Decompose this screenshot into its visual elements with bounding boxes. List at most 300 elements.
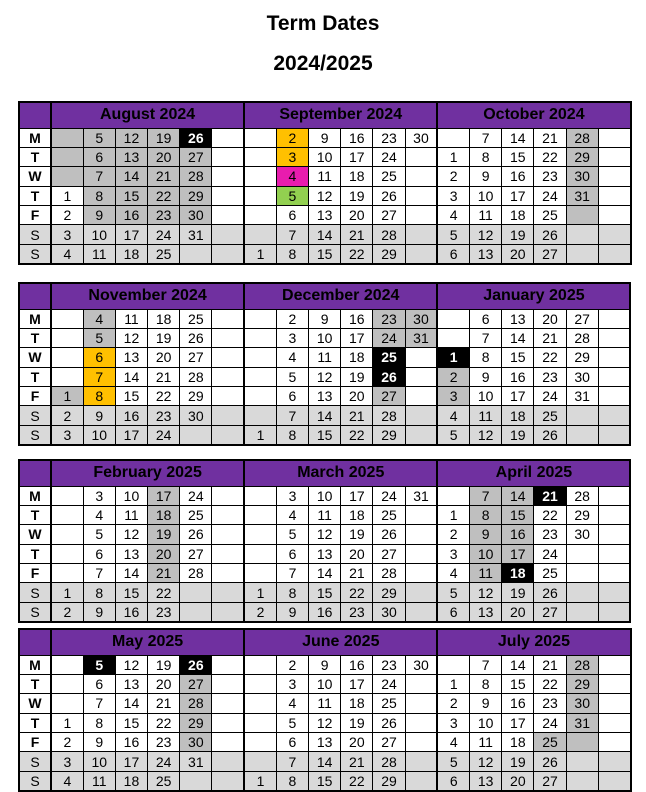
date-cell: 19: [148, 128, 180, 147]
date-cell: 31: [405, 328, 437, 347]
date-cell: 2: [437, 367, 469, 386]
weekday-row: [19, 348, 630, 367]
date-cell: 4: [276, 167, 308, 186]
date-cell: [405, 425, 437, 444]
date-cell: 21: [341, 564, 373, 583]
date-cell: 12: [470, 425, 502, 444]
date-cell: 7: [83, 367, 115, 386]
date-cell: 17: [502, 186, 534, 205]
weekday-label: S: [19, 406, 51, 425]
date-cell: [51, 348, 83, 367]
date-cell: 30: [180, 406, 212, 425]
date-cell: 6: [83, 147, 115, 166]
month-header: February 2025: [51, 460, 244, 486]
date-cell: 3: [437, 387, 469, 406]
date-cell: 12: [309, 525, 341, 544]
date-cell: 6: [276, 544, 308, 563]
date-cell: 24: [373, 328, 405, 347]
weekday-label: W: [19, 694, 51, 713]
date-cell: [405, 752, 437, 771]
date-cell: [405, 544, 437, 563]
date-cell: 18: [341, 167, 373, 186]
date-cell: 19: [148, 525, 180, 544]
date-cell: 12: [309, 367, 341, 386]
weekday-label: S: [19, 425, 51, 444]
weekday-row: [19, 525, 630, 544]
date-cell: 11: [470, 564, 502, 583]
date-cell: 25: [373, 505, 405, 524]
weekday-label: T: [19, 505, 51, 524]
date-cell: 10: [470, 186, 502, 205]
date-cell: 22: [341, 425, 373, 444]
date-cell: 3: [51, 425, 83, 444]
date-cell: [244, 328, 276, 347]
header-corner: [19, 102, 51, 128]
date-cell: 5: [276, 713, 308, 732]
date-cell: 5: [437, 225, 469, 244]
quarter-table: [18, 101, 632, 265]
date-cell: [212, 505, 244, 524]
date-cell: 21: [341, 752, 373, 771]
date-cell: 22: [534, 348, 566, 367]
date-cell: [51, 309, 83, 328]
date-cell: 7: [83, 564, 115, 583]
date-cell: 7: [276, 564, 308, 583]
date-cell: 10: [309, 147, 341, 166]
date-cell: 4: [276, 694, 308, 713]
date-cell: 28: [373, 225, 405, 244]
date-cell: [244, 348, 276, 367]
date-cell: [244, 206, 276, 225]
date-cell: [212, 733, 244, 752]
date-cell: [51, 694, 83, 713]
date-cell: [212, 225, 244, 244]
date-cell: 24: [534, 544, 566, 563]
date-cell: [212, 244, 244, 263]
date-cell: 24: [373, 486, 405, 505]
date-cell: [598, 147, 630, 166]
weekday-row: [19, 486, 630, 505]
date-cell: 27: [373, 387, 405, 406]
weekday-label: M: [19, 486, 51, 505]
date-cell: [598, 583, 630, 602]
weekday-row: [19, 425, 630, 444]
date-cell: 26: [180, 525, 212, 544]
weekday-row: [19, 225, 631, 244]
date-cell: 13: [309, 544, 341, 563]
date-cell: 12: [115, 128, 147, 147]
date-cell: [244, 674, 276, 693]
weekday-row: [19, 655, 631, 674]
date-cell: 9: [276, 602, 308, 621]
date-cell: [598, 186, 630, 205]
date-cell: [244, 309, 276, 328]
date-cell: [405, 564, 437, 583]
date-cell: [437, 128, 469, 147]
date-cell: 11: [115, 505, 147, 524]
weekday-label: T: [19, 713, 51, 732]
weekday-label: S: [19, 771, 51, 790]
date-cell: 11: [470, 733, 502, 752]
date-cell: 11: [470, 406, 502, 425]
date-cell: 8: [276, 244, 308, 263]
quarter-table: [18, 628, 632, 792]
date-cell: 11: [83, 244, 115, 263]
date-cell: 23: [148, 206, 180, 225]
date-cell: [212, 602, 244, 621]
date-cell: 12: [309, 186, 341, 205]
date-cell: 19: [341, 713, 373, 732]
date-cell: 21: [534, 655, 566, 674]
date-cell: 23: [373, 655, 405, 674]
date-cell: 5: [437, 752, 469, 771]
weekday-row: [19, 406, 630, 425]
date-cell: 27: [180, 544, 212, 563]
date-cell: 19: [148, 328, 180, 347]
date-cell: [598, 752, 630, 771]
date-cell: 9: [470, 167, 502, 186]
date-cell: 30: [180, 733, 212, 752]
date-cell: 26: [534, 752, 566, 771]
date-cell: 23: [148, 602, 180, 621]
date-cell: 25: [373, 348, 405, 367]
date-cell: [244, 525, 276, 544]
date-cell: 20: [148, 147, 180, 166]
date-cell: 23: [373, 128, 405, 147]
date-cell: [180, 771, 212, 790]
date-cell: 20: [341, 206, 373, 225]
quarter-table: [18, 282, 631, 446]
date-cell: 6: [83, 544, 115, 563]
date-cell: 3: [437, 713, 469, 732]
date-cell: [244, 655, 276, 674]
date-cell: 30: [566, 367, 598, 386]
date-cell: 30: [566, 525, 598, 544]
date-cell: [244, 367, 276, 386]
date-cell: 14: [309, 564, 341, 583]
date-cell: 25: [534, 206, 566, 225]
date-cell: [598, 655, 630, 674]
date-cell: 11: [470, 206, 502, 225]
date-cell: [51, 128, 83, 147]
date-cell: 28: [373, 564, 405, 583]
date-cell: 16: [502, 367, 534, 386]
weekday-row: [19, 387, 630, 406]
month-header: April 2025: [437, 460, 630, 486]
date-cell: 21: [534, 128, 566, 147]
date-cell: 19: [502, 583, 534, 602]
date-cell: 28: [566, 655, 598, 674]
weekday-label: F: [19, 733, 51, 752]
date-cell: 13: [309, 387, 341, 406]
weekday-row: [19, 674, 631, 693]
date-cell: 26: [534, 583, 566, 602]
date-cell: 9: [470, 694, 502, 713]
month-header: March 2025: [244, 460, 437, 486]
weekday-row: [19, 505, 630, 524]
date-cell: [598, 225, 630, 244]
date-cell: 17: [341, 674, 373, 693]
date-cell: 20: [148, 674, 180, 693]
date-cell: [212, 387, 244, 406]
date-cell: [405, 505, 437, 524]
month-header: October 2024: [437, 102, 630, 128]
date-cell: 23: [148, 406, 180, 425]
date-cell: [437, 328, 469, 347]
date-cell: 17: [502, 544, 534, 563]
date-cell: 14: [502, 328, 534, 347]
date-cell: [405, 694, 437, 713]
date-cell: 12: [309, 713, 341, 732]
date-cell: 7: [276, 225, 308, 244]
date-cell: [244, 225, 276, 244]
date-cell: 1: [51, 583, 83, 602]
date-cell: [244, 406, 276, 425]
date-cell: 20: [341, 387, 373, 406]
date-cell: [405, 147, 437, 166]
weekday-row: [19, 244, 631, 263]
date-cell: [405, 206, 437, 225]
date-cell: 11: [115, 309, 147, 328]
weekday-label: T: [19, 147, 51, 166]
date-cell: 27: [373, 733, 405, 752]
date-cell: 10: [83, 225, 115, 244]
weekday-row: [19, 167, 631, 186]
date-cell: 15: [115, 583, 147, 602]
date-cell: 21: [534, 486, 566, 505]
month-header: November 2024: [51, 283, 244, 309]
date-cell: [598, 486, 630, 505]
month-header: May 2025: [51, 629, 244, 655]
date-cell: 22: [534, 147, 566, 166]
date-cell: 2: [51, 406, 83, 425]
date-cell: 29: [566, 505, 598, 524]
date-cell: 25: [534, 733, 566, 752]
date-cell: 24: [148, 425, 180, 444]
date-cell: 23: [373, 309, 405, 328]
date-cell: 11: [309, 167, 341, 186]
date-cell: 31: [566, 713, 598, 732]
date-cell: [598, 713, 630, 732]
date-cell: 6: [437, 771, 469, 790]
date-cell: 13: [470, 244, 502, 263]
date-cell: 31: [566, 186, 598, 205]
date-cell: [405, 713, 437, 732]
weekday-label: S: [19, 225, 51, 244]
date-cell: 17: [502, 387, 534, 406]
date-cell: 8: [83, 186, 115, 205]
date-cell: [598, 733, 630, 752]
date-cell: [405, 733, 437, 752]
date-cell: [405, 602, 437, 621]
date-cell: 27: [180, 348, 212, 367]
weekday-label: M: [19, 309, 51, 328]
date-cell: [244, 713, 276, 732]
date-cell: 26: [180, 328, 212, 347]
date-cell: 1: [437, 147, 469, 166]
date-cell: 20: [502, 602, 534, 621]
date-cell: 7: [470, 655, 502, 674]
date-cell: 25: [148, 244, 180, 263]
date-cell: 26: [373, 713, 405, 732]
date-cell: 1: [244, 771, 276, 790]
date-cell: 9: [309, 128, 341, 147]
date-cell: 15: [502, 348, 534, 367]
date-cell: 11: [309, 348, 341, 367]
date-cell: [405, 406, 437, 425]
weekday-label: F: [19, 206, 51, 225]
date-cell: 25: [534, 406, 566, 425]
date-cell: 28: [373, 406, 405, 425]
date-cell: [244, 505, 276, 524]
date-cell: 10: [470, 387, 502, 406]
date-cell: 15: [115, 387, 147, 406]
weekday-row: [19, 602, 630, 621]
date-cell: [51, 544, 83, 563]
date-cell: 14: [309, 225, 341, 244]
date-cell: 12: [470, 752, 502, 771]
date-cell: 18: [341, 694, 373, 713]
date-cell: 18: [148, 309, 180, 328]
date-cell: [180, 602, 212, 621]
date-cell: 3: [83, 486, 115, 505]
date-cell: 13: [502, 309, 534, 328]
date-cell: [212, 309, 244, 328]
date-cell: 10: [309, 328, 341, 347]
date-cell: 30: [566, 167, 598, 186]
date-cell: 9: [83, 406, 115, 425]
date-cell: 7: [83, 694, 115, 713]
date-cell: 5: [83, 525, 115, 544]
date-cell: [212, 186, 244, 205]
date-cell: 13: [309, 206, 341, 225]
date-cell: 28: [180, 564, 212, 583]
weekday-label: M: [19, 655, 51, 674]
date-cell: [598, 244, 630, 263]
date-cell: [51, 147, 83, 166]
date-cell: 29: [373, 425, 405, 444]
date-cell: [244, 147, 276, 166]
date-cell: 5: [437, 583, 469, 602]
date-cell: [212, 328, 244, 347]
date-cell: 5: [276, 186, 308, 205]
date-cell: 17: [115, 425, 147, 444]
date-cell: 23: [534, 525, 566, 544]
date-cell: 16: [502, 525, 534, 544]
date-cell: [598, 348, 630, 367]
date-cell: 18: [341, 505, 373, 524]
date-cell: 8: [276, 425, 308, 444]
weekday-row: [19, 713, 631, 732]
date-cell: 19: [148, 655, 180, 674]
date-cell: [405, 674, 437, 693]
date-cell: [598, 602, 630, 621]
weekday-label: T: [19, 186, 51, 205]
date-cell: [437, 486, 469, 505]
date-cell: 10: [115, 486, 147, 505]
date-cell: 4: [276, 348, 308, 367]
date-cell: 4: [437, 406, 469, 425]
date-cell: 16: [341, 128, 373, 147]
date-cell: [405, 525, 437, 544]
date-cell: 24: [180, 486, 212, 505]
date-cell: 2: [276, 655, 308, 674]
date-cell: 11: [83, 771, 115, 790]
date-cell: 28: [180, 167, 212, 186]
weekday-label: W: [19, 525, 51, 544]
date-cell: 9: [309, 655, 341, 674]
weekday-row: [19, 206, 631, 225]
date-cell: 9: [83, 733, 115, 752]
date-cell: 2: [51, 733, 83, 752]
date-cell: 29: [566, 348, 598, 367]
date-cell: 21: [534, 328, 566, 347]
date-cell: [598, 425, 630, 444]
date-cell: 25: [373, 167, 405, 186]
date-cell: 27: [180, 674, 212, 693]
date-cell: 8: [276, 583, 308, 602]
date-cell: 24: [373, 147, 405, 166]
date-cell: 3: [51, 225, 83, 244]
date-cell: 6: [276, 206, 308, 225]
date-cell: 14: [502, 128, 534, 147]
date-cell: 19: [341, 367, 373, 386]
date-cell: 15: [502, 147, 534, 166]
date-cell: 6: [437, 244, 469, 263]
date-cell: 20: [148, 544, 180, 563]
date-cell: 17: [148, 486, 180, 505]
date-cell: [437, 309, 469, 328]
date-cell: 14: [115, 564, 147, 583]
date-cell: 14: [115, 167, 147, 186]
date-cell: 8: [276, 771, 308, 790]
date-cell: [212, 752, 244, 771]
date-cell: 2: [437, 525, 469, 544]
date-cell: 21: [341, 225, 373, 244]
date-cell: 19: [341, 186, 373, 205]
weekday-row: [19, 583, 630, 602]
date-cell: 29: [566, 674, 598, 693]
date-cell: 18: [148, 505, 180, 524]
date-cell: [51, 525, 83, 544]
date-cell: [51, 674, 83, 693]
date-cell: 15: [115, 186, 147, 205]
weekday-label: T: [19, 674, 51, 693]
month-header: September 2024: [244, 102, 437, 128]
date-cell: 13: [115, 674, 147, 693]
weekday-row: [19, 328, 630, 347]
date-cell: [180, 244, 212, 263]
date-cell: [566, 225, 598, 244]
date-cell: 25: [180, 309, 212, 328]
date-cell: 30: [405, 128, 437, 147]
date-cell: 26: [534, 425, 566, 444]
date-cell: 23: [341, 602, 373, 621]
date-cell: 15: [115, 713, 147, 732]
date-cell: [244, 733, 276, 752]
date-cell: 1: [437, 505, 469, 524]
date-cell: [244, 564, 276, 583]
date-cell: 24: [534, 387, 566, 406]
date-cell: 1: [51, 713, 83, 732]
date-cell: [212, 147, 244, 166]
date-cell: [566, 564, 598, 583]
date-cell: 11: [309, 694, 341, 713]
date-cell: 16: [115, 733, 147, 752]
date-cell: 28: [566, 128, 598, 147]
date-cell: [405, 387, 437, 406]
date-cell: 30: [566, 694, 598, 713]
